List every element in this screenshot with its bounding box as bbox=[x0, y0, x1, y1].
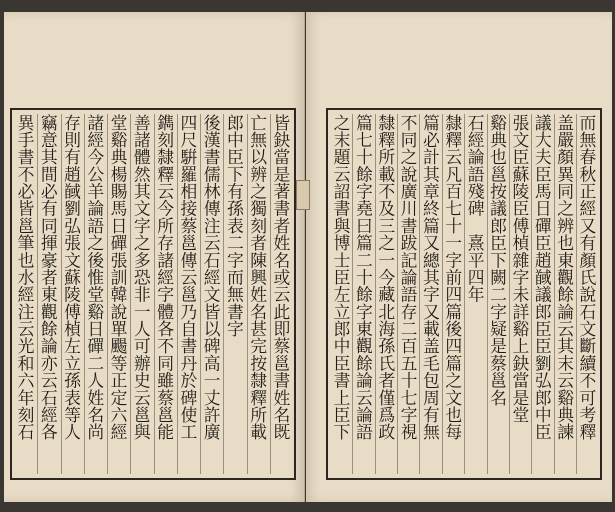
text-column: 不同之說廣川書跋記論語存二百五十七字視 bbox=[397, 114, 418, 474]
text-column: 善諸體然其文字之多恐非一人可辦史云邕與 bbox=[130, 114, 151, 474]
text-column: 篇七十餘字堯曰篇二十餘字東觀餘論云論語 bbox=[352, 114, 373, 474]
text-column: 異手書不必皆邕筆也水經注云光和六年刻石 bbox=[15, 114, 35, 441]
left-page bbox=[4, 12, 305, 502]
left-columns bbox=[15, 114, 291, 474]
text-column: 諸經今公羊論語之後惟堂谿日磾二人姓名尚 bbox=[84, 114, 105, 474]
text-column: 堂谿典楊賜馬日磾張訓韓說單颺等正定六經 bbox=[107, 114, 128, 474]
text-column: 竊意其間必有同揮豪者東觀餘論亦云石經各 bbox=[37, 114, 58, 474]
text-column: 盖嚴顏異同之辨也東觀餘論云其末云谿典諫 bbox=[554, 114, 575, 474]
text-column: 皆鈌當是著書者姓名或云此即蔡邕書姓名既 bbox=[270, 114, 291, 474]
text-column: 之末題云詔書與博士臣左立郎中臣書上臣下 bbox=[331, 114, 351, 441]
right-page bbox=[306, 12, 612, 502]
section-heading-column: 石經論語殘碑 熹平四年 bbox=[464, 114, 485, 474]
text-column: 鐫刻隸釋云今所存諸經字體各不同雖蔡邕能 bbox=[154, 114, 175, 474]
text-column: 存則有趙馘劉弘張文蘇陵傅楨左立孫表等人 bbox=[61, 114, 82, 474]
text-column: 議大夫臣馬日磾臣趙馘議郎臣臣劉弘郎中臣 bbox=[531, 114, 552, 474]
text-column: 而無春秋正經又有顏氏說石文斷續不可考釋 bbox=[576, 114, 597, 474]
text-column: 谿典也邕按議郎臣下闕二字疑是蔡邕名 bbox=[487, 114, 508, 474]
text-column: 四尺騈羅相接蔡邕傳云邕乃自書丹於碑使工 bbox=[177, 114, 198, 474]
text-column: 篇必計其章終篇又總其字又載盖毛包周有無 bbox=[419, 114, 440, 474]
left-text-frame bbox=[10, 108, 296, 480]
text-column: 後漢書儒林傳注云石經文皆以碑高一丈許廣 bbox=[200, 114, 221, 474]
text-column: 隸釋云凡百七十一字前四篇後四篇之文也每 bbox=[442, 114, 463, 474]
text-column: 隸釋所載不及三之一今藏北海孫氏者僅爲政 bbox=[375, 114, 396, 474]
text-column: 郎中臣下有孫表二字而無書字 bbox=[223, 114, 244, 474]
page-tab-marker bbox=[296, 180, 310, 210]
right-text-frame bbox=[326, 108, 602, 480]
text-column: 亡無以辨之獨刻者陳興姓名甚完按隸釋所載 bbox=[247, 114, 268, 474]
right-columns bbox=[331, 114, 597, 474]
text-column: 張文臣蘇陵臣傅楨雜字未詳谿上鈌當是堂 bbox=[509, 114, 530, 474]
